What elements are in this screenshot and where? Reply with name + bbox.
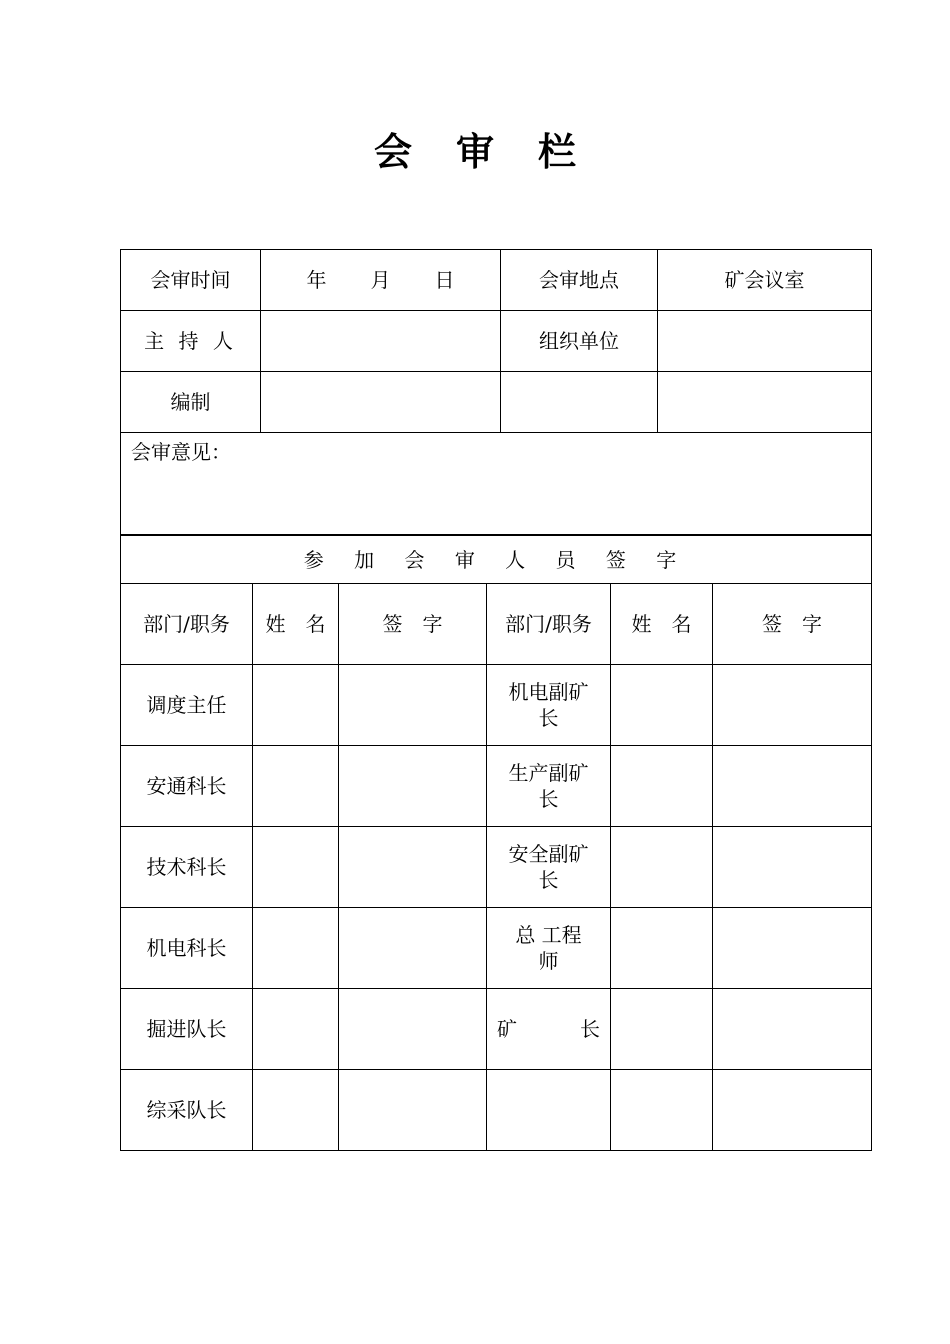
header-sign: 签 字 [339,584,487,665]
sign-field[interactable] [339,665,487,746]
name-field[interactable] [253,1070,339,1151]
role-cell: 机电科长 [121,908,253,989]
sign-field[interactable] [339,827,487,908]
name-field[interactable] [253,989,339,1070]
table-row [121,746,872,827]
sign-field[interactable] [713,908,872,989]
role-char: 矿 [497,1017,517,1041]
header-sign: 签 字 [713,584,872,665]
name-field[interactable] [611,908,713,989]
name-field[interactable] [253,827,339,908]
opinion-field[interactable] [121,433,872,535]
host-label: 主 持 人 [121,311,261,372]
table-row [121,665,872,746]
sign-field[interactable] [339,989,487,1070]
sign-field[interactable] [339,908,487,989]
sign-field[interactable] [713,746,872,827]
title-char: 会 [373,129,412,174]
sign-field[interactable] [713,827,872,908]
sign-field[interactable] [339,1070,487,1151]
role-cell: 掘进队长 [121,989,253,1070]
role-cell: 综采队长 [121,1070,253,1151]
role-cell: 技术科长 [121,827,253,908]
year-label: 年 [306,268,327,292]
name-field[interactable] [253,665,339,746]
sign-field[interactable] [713,665,872,746]
org-label: 组织单位 [501,311,658,372]
name-field[interactable] [611,1070,713,1151]
table-row [121,1070,872,1151]
page-title [0,126,950,178]
place-label: 会审地点 [501,250,658,311]
name-field[interactable] [611,827,713,908]
sign-field[interactable] [339,746,487,827]
opinion-label: 会审意见： [131,440,231,464]
role-cell: 机电副矿长 [487,665,611,746]
name-field[interactable] [611,989,713,1070]
editor-field[interactable] [261,372,501,433]
table-row [121,989,872,1070]
name-field[interactable] [253,908,339,989]
role-cell: 总 工程师 [487,908,611,989]
header-dept: 部门/职务 [121,584,253,665]
role-cell: 安通科长 [121,746,253,827]
sign-field[interactable] [713,1070,872,1151]
role-cell: 调度主任 [121,665,253,746]
time-label: 会审时间 [121,250,261,311]
role-cell [487,989,611,1070]
role-cell: 安全副矿长 [487,827,611,908]
place-value: 矿会议室 [658,250,872,311]
sign-field[interactable] [713,989,872,1070]
role-cell: 生产副矿长 [487,746,611,827]
host-field[interactable] [261,311,501,372]
empty-cell[interactable] [501,372,658,433]
name-field[interactable] [253,746,339,827]
signature-table [120,535,872,1151]
empty-cell[interactable] [658,372,872,433]
signature-section-title: 参 加 会 审 人 员 签 字 [121,536,872,584]
title-char: 审 [455,129,494,174]
review-info-table [120,249,872,535]
table-row [121,827,872,908]
name-field[interactable] [611,665,713,746]
month-label: 月 [370,268,391,292]
date-field[interactable] [261,250,501,311]
header-name: 姓 名 [611,584,713,665]
header-dept: 部门/职务 [487,584,611,665]
editor-label: 编制 [121,372,261,433]
role-char: 长 [580,1017,600,1041]
name-field[interactable] [611,746,713,827]
org-field[interactable] [658,311,872,372]
table-row [121,908,872,989]
header-name: 姓 名 [253,584,339,665]
title-char: 栏 [538,129,577,174]
day-label: 日 [434,268,455,292]
role-cell[interactable] [487,1070,611,1151]
